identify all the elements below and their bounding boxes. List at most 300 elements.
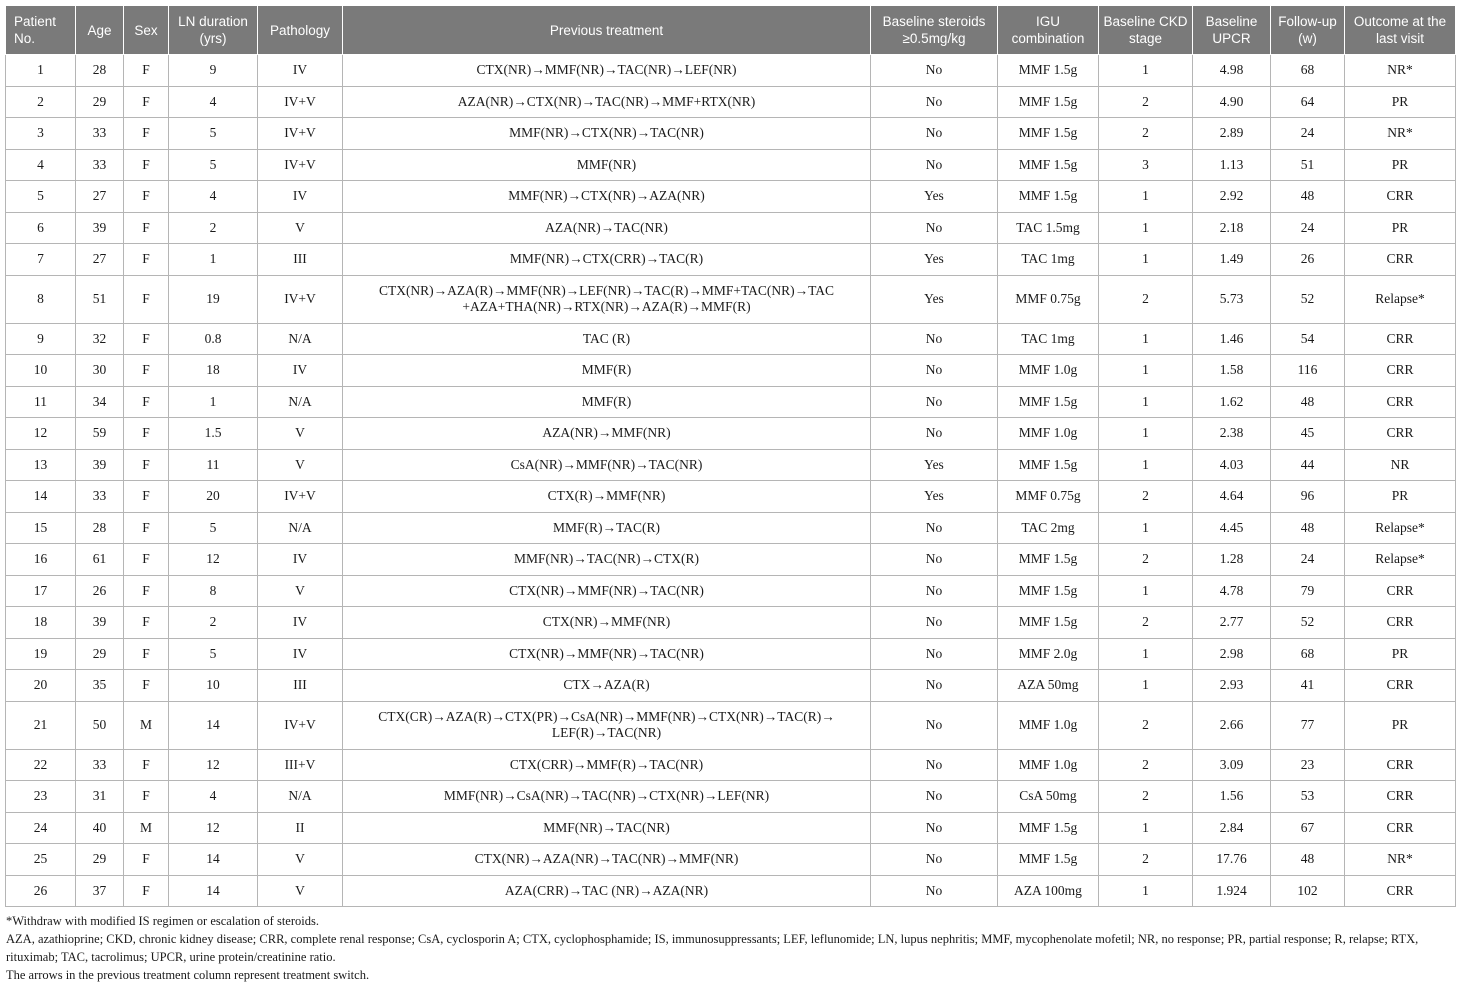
- header-patient-no: Patient No.: [6, 6, 76, 55]
- cell-age: 29: [76, 86, 124, 118]
- cell-follow-up: 77: [1271, 701, 1345, 749]
- table-row: [6, 386, 1456, 418]
- cell-outcome: NR*: [1345, 844, 1456, 876]
- cell-baseline-steroids: No: [871, 544, 998, 576]
- cell-sex: F: [124, 749, 169, 781]
- cell-outcome: Relapse*: [1345, 544, 1456, 576]
- cell-igu-combination: MMF 2.0g: [998, 638, 1099, 670]
- cell-igu-combination: AZA 100mg: [998, 875, 1099, 907]
- cell-baseline-steroids: Yes: [871, 181, 998, 213]
- cell-follow-up: 48: [1271, 512, 1345, 544]
- cell-pathology: IV: [258, 355, 343, 387]
- cell-outcome: CRR: [1345, 244, 1456, 276]
- cell-baseline-steroids: No: [871, 875, 998, 907]
- cell-patient-no: 3: [6, 118, 76, 150]
- cell-outcome: CRR: [1345, 670, 1456, 702]
- cell-patient-no: 7: [6, 244, 76, 276]
- cell-igu-combination: CsA 50mg: [998, 781, 1099, 813]
- cell-ln-duration: 14: [169, 701, 258, 749]
- cell-igu-combination: TAC 1mg: [998, 244, 1099, 276]
- cell-sex: F: [124, 875, 169, 907]
- header-age: Age: [76, 6, 124, 55]
- cell-age: 35: [76, 670, 124, 702]
- cell-baseline-steroids: No: [871, 749, 998, 781]
- cell-baseline-ckd: 1: [1099, 212, 1193, 244]
- cell-age: 28: [76, 512, 124, 544]
- cell-baseline-ckd: 2: [1099, 544, 1193, 576]
- cell-follow-up: 68: [1271, 55, 1345, 87]
- cell-patient-no: 10: [6, 355, 76, 387]
- cell-age: 26: [76, 575, 124, 607]
- cell-baseline-upcr: 2.98: [1193, 638, 1271, 670]
- cell-baseline-ckd: 2: [1099, 86, 1193, 118]
- cell-outcome: CRR: [1345, 749, 1456, 781]
- cell-outcome: NR*: [1345, 118, 1456, 150]
- cell-baseline-ckd: 2: [1099, 749, 1193, 781]
- cell-follow-up: 48: [1271, 844, 1345, 876]
- cell-baseline-upcr: 5.73: [1193, 275, 1271, 323]
- cell-igu-combination: MMF 1.0g: [998, 418, 1099, 450]
- cell-outcome: PR: [1345, 149, 1456, 181]
- cell-ln-duration: 12: [169, 544, 258, 576]
- cell-follow-up: 52: [1271, 275, 1345, 323]
- table-row: [6, 701, 1456, 749]
- cell-baseline-ckd: 1: [1099, 575, 1193, 607]
- cell-baseline-ckd: 1: [1099, 244, 1193, 276]
- cell-baseline-steroids: No: [871, 670, 998, 702]
- cell-age: 33: [76, 149, 124, 181]
- cell-previous-treatment: MMF(R): [343, 355, 871, 387]
- cell-ln-duration: 14: [169, 875, 258, 907]
- cell-baseline-upcr: 2.66: [1193, 701, 1271, 749]
- table-row: [6, 575, 1456, 607]
- cell-sex: F: [124, 386, 169, 418]
- cell-sex: F: [124, 607, 169, 639]
- table-row: [6, 418, 1456, 450]
- cell-igu-combination: MMF 1.5g: [998, 386, 1099, 418]
- cell-previous-treatment: TAC (R): [343, 323, 871, 355]
- footnote-arrows: The arrows in the previous treatment column represent treatment switch.: [6, 968, 370, 982]
- header-previous-treatment: Previous treatment: [343, 6, 871, 55]
- cell-baseline-ckd: 2: [1099, 607, 1193, 639]
- cell-patient-no: 17: [6, 575, 76, 607]
- cell-pathology: V: [258, 449, 343, 481]
- cell-outcome: Relapse*: [1345, 275, 1456, 323]
- cell-baseline-ckd: 2: [1099, 701, 1193, 749]
- cell-age: 33: [76, 749, 124, 781]
- cell-previous-treatment: MMF(NR): [343, 149, 871, 181]
- cell-ln-duration: 1.5: [169, 418, 258, 450]
- cell-ln-duration: 1: [169, 244, 258, 276]
- cell-pathology: IV: [258, 181, 343, 213]
- cell-age: 32: [76, 323, 124, 355]
- cell-baseline-upcr: 4.78: [1193, 575, 1271, 607]
- cell-baseline-ckd: 3: [1099, 149, 1193, 181]
- cell-sex: F: [124, 149, 169, 181]
- cell-baseline-steroids: No: [871, 638, 998, 670]
- table-row: [6, 118, 1456, 150]
- cell-baseline-steroids: No: [871, 607, 998, 639]
- cell-igu-combination: MMF 1.5g: [998, 149, 1099, 181]
- cell-follow-up: 24: [1271, 212, 1345, 244]
- cell-sex: F: [124, 86, 169, 118]
- cell-previous-treatment: AZA(NR)→MMF(NR): [343, 418, 871, 450]
- header-igu-combination: IGU combination: [998, 6, 1099, 55]
- cell-follow-up: 26: [1271, 244, 1345, 276]
- cell-previous-treatment: CTX(NR)→MMF(NR)→TAC(NR): [343, 575, 871, 607]
- cell-baseline-upcr: 1.924: [1193, 875, 1271, 907]
- table-row: [6, 875, 1456, 907]
- cell-ln-duration: 5: [169, 149, 258, 181]
- cell-igu-combination: MMF 1.5g: [998, 118, 1099, 150]
- cell-outcome: Relapse*: [1345, 512, 1456, 544]
- cell-baseline-upcr: 4.03: [1193, 449, 1271, 481]
- cell-ln-duration: 0.8: [169, 323, 258, 355]
- cell-pathology: IV: [258, 55, 343, 87]
- cell-outcome: CRR: [1345, 575, 1456, 607]
- cell-baseline-steroids: No: [871, 418, 998, 450]
- cell-age: 51: [76, 275, 124, 323]
- cell-patient-no: 26: [6, 875, 76, 907]
- cell-previous-treatment: CTX(CRR)→MMF(R)→TAC(NR): [343, 749, 871, 781]
- table-row: [6, 244, 1456, 276]
- cell-ln-duration: 14: [169, 844, 258, 876]
- cell-previous-treatment: CTX(CR)→AZA(R)→CTX(PR)→CsA(NR)→MMF(NR)→CTX(NR)→TAC(R)→ LEF(R)→TAC(NR): [343, 701, 871, 749]
- cell-baseline-steroids: No: [871, 701, 998, 749]
- cell-baseline-steroids: No: [871, 355, 998, 387]
- cell-previous-treatment: MMF(NR)→CTX(NR)→TAC(NR): [343, 118, 871, 150]
- cell-follow-up: 48: [1271, 181, 1345, 213]
- cell-baseline-ckd: 1: [1099, 323, 1193, 355]
- cell-baseline-upcr: 1.49: [1193, 244, 1271, 276]
- cell-pathology: IV+V: [258, 701, 343, 749]
- cell-baseline-upcr: 2.38: [1193, 418, 1271, 450]
- cell-igu-combination: MMF 1.0g: [998, 701, 1099, 749]
- cell-baseline-upcr: 4.64: [1193, 481, 1271, 513]
- table-row: [6, 812, 1456, 844]
- cell-baseline-upcr: 1.46: [1193, 323, 1271, 355]
- cell-previous-treatment: CTX(NR)→MMF(NR)→TAC(NR)→LEF(NR): [343, 55, 871, 87]
- cell-ln-duration: 5: [169, 118, 258, 150]
- cell-baseline-ckd: 2: [1099, 118, 1193, 150]
- table-row: [6, 481, 1456, 513]
- cell-baseline-steroids: No: [871, 86, 998, 118]
- cell-ln-duration: 10: [169, 670, 258, 702]
- cell-igu-combination: TAC 2mg: [998, 512, 1099, 544]
- header-ln-duration: LN duration (yrs): [169, 6, 258, 55]
- table-row: [6, 544, 1456, 576]
- cell-previous-treatment: CTX(NR)→AZA(NR)→TAC(NR)→MMF(NR): [343, 844, 871, 876]
- footnote-abbreviations: AZA, azathioprine; CKD, chronic kidney disease; CRR, complete renal response; CsA, cyclosporin A; CTX, cyclophosphamide; IS, immunosuppressants; LEF, leflunomide; LN, lupus nephritis; MMF, mycophenolate mofetil; NR, no response; PR, partial response; R, relapse; RTX, rituximab; TAC, tacrolimus; UPCR, urine protein/creatinine ratio.: [6, 932, 1419, 964]
- cell-baseline-ckd: 1: [1099, 638, 1193, 670]
- cell-pathology: V: [258, 418, 343, 450]
- cell-follow-up: 23: [1271, 749, 1345, 781]
- cell-baseline-steroids: No: [871, 386, 998, 418]
- cell-previous-treatment: CsA(NR)→MMF(NR)→TAC(NR): [343, 449, 871, 481]
- cell-outcome: NR: [1345, 449, 1456, 481]
- table-row: [6, 323, 1456, 355]
- cell-patient-no: 23: [6, 781, 76, 813]
- cell-ln-duration: 9: [169, 55, 258, 87]
- cell-baseline-upcr: 1.62: [1193, 386, 1271, 418]
- cell-previous-treatment: AZA(NR)→CTX(NR)→TAC(NR)→MMF+RTX(NR): [343, 86, 871, 118]
- cell-previous-treatment: MMF(NR)→TAC(NR): [343, 812, 871, 844]
- cell-follow-up: 52: [1271, 607, 1345, 639]
- cell-sex: F: [124, 181, 169, 213]
- cell-ln-duration: 8: [169, 575, 258, 607]
- cell-ln-duration: 18: [169, 355, 258, 387]
- table-row: [6, 149, 1456, 181]
- cell-igu-combination: TAC 1mg: [998, 323, 1099, 355]
- cell-patient-no: 12: [6, 418, 76, 450]
- cell-baseline-upcr: 3.09: [1193, 749, 1271, 781]
- cell-baseline-upcr: 2.89: [1193, 118, 1271, 150]
- cell-baseline-upcr: 1.13: [1193, 149, 1271, 181]
- cell-patient-no: 22: [6, 749, 76, 781]
- cell-patient-no: 20: [6, 670, 76, 702]
- cell-previous-treatment: CTX(NR)→AZA(R)→MMF(NR)→LEF(NR)→TAC(R)→MMF+TAC(NR)→TAC +AZA+THA(NR)→RTX(NR)→AZA(R)→MMF(R): [343, 275, 871, 323]
- cell-sex: F: [124, 844, 169, 876]
- cell-outcome: CRR: [1345, 781, 1456, 813]
- cell-baseline-upcr: 4.45: [1193, 512, 1271, 544]
- cell-patient-no: 4: [6, 149, 76, 181]
- cell-baseline-ckd: 1: [1099, 181, 1193, 213]
- cell-baseline-ckd: 2: [1099, 481, 1193, 513]
- cell-outcome: CRR: [1345, 355, 1456, 387]
- cell-ln-duration: 5: [169, 638, 258, 670]
- cell-igu-combination: MMF 1.5g: [998, 607, 1099, 639]
- cell-age: 61: [76, 544, 124, 576]
- cell-sex: F: [124, 670, 169, 702]
- cell-baseline-ckd: 1: [1099, 449, 1193, 481]
- cell-previous-treatment: CTX→AZA(R): [343, 670, 871, 702]
- cell-baseline-upcr: 2.93: [1193, 670, 1271, 702]
- cell-baseline-steroids: No: [871, 844, 998, 876]
- cell-baseline-ckd: 1: [1099, 512, 1193, 544]
- cell-igu-combination: MMF 1.0g: [998, 355, 1099, 387]
- cell-patient-no: 16: [6, 544, 76, 576]
- cell-follow-up: 51: [1271, 149, 1345, 181]
- cell-age: 40: [76, 812, 124, 844]
- cell-baseline-ckd: 2: [1099, 844, 1193, 876]
- cell-patient-no: 1: [6, 55, 76, 87]
- cell-ln-duration: 1: [169, 386, 258, 418]
- cell-previous-treatment: MMF(R): [343, 386, 871, 418]
- header-pathology: Pathology: [258, 6, 343, 55]
- cell-igu-combination: MMF 1.5g: [998, 181, 1099, 213]
- cell-igu-combination: MMF 1.5g: [998, 55, 1099, 87]
- cell-ln-duration: 4: [169, 86, 258, 118]
- cell-baseline-upcr: 2.84: [1193, 812, 1271, 844]
- cell-age: 29: [76, 844, 124, 876]
- cell-sex: F: [124, 118, 169, 150]
- cell-igu-combination: MMF 0.75g: [998, 481, 1099, 513]
- cell-pathology: N/A: [258, 323, 343, 355]
- table-row: [6, 355, 1456, 387]
- cell-outcome: PR: [1345, 86, 1456, 118]
- cell-outcome: CRR: [1345, 607, 1456, 639]
- cell-age: 31: [76, 781, 124, 813]
- table-row: [6, 638, 1456, 670]
- cell-age: 39: [76, 449, 124, 481]
- cell-baseline-upcr: 4.98: [1193, 55, 1271, 87]
- cell-igu-combination: MMF 1.0g: [998, 749, 1099, 781]
- cell-pathology: II: [258, 812, 343, 844]
- cell-pathology: IV: [258, 607, 343, 639]
- cell-baseline-upcr: 1.28: [1193, 544, 1271, 576]
- cell-sex: F: [124, 244, 169, 276]
- cell-igu-combination: AZA 50mg: [998, 670, 1099, 702]
- cell-age: 28: [76, 55, 124, 87]
- table-row: [6, 449, 1456, 481]
- cell-patient-no: 25: [6, 844, 76, 876]
- cell-previous-treatment: AZA(NR)→TAC(NR): [343, 212, 871, 244]
- cell-sex: F: [124, 481, 169, 513]
- cell-sex: F: [124, 638, 169, 670]
- cell-previous-treatment: MMF(NR)→CTX(NR)→AZA(NR): [343, 181, 871, 213]
- cell-pathology: V: [258, 575, 343, 607]
- cell-pathology: III+V: [258, 749, 343, 781]
- cell-follow-up: 41: [1271, 670, 1345, 702]
- cell-ln-duration: 19: [169, 275, 258, 323]
- cell-previous-treatment: CTX(R)→MMF(NR): [343, 481, 871, 513]
- cell-patient-no: 14: [6, 481, 76, 513]
- cell-igu-combination: MMF 0.75g: [998, 275, 1099, 323]
- cell-pathology: III: [258, 244, 343, 276]
- cell-previous-treatment: CTX(NR)→MMF(NR): [343, 607, 871, 639]
- cell-baseline-steroids: No: [871, 149, 998, 181]
- cell-follow-up: 48: [1271, 386, 1345, 418]
- cell-patient-no: 2: [6, 86, 76, 118]
- header-follow-up: Follow-up (w): [1271, 6, 1345, 55]
- table-row: [6, 212, 1456, 244]
- cell-ln-duration: 12: [169, 812, 258, 844]
- footnote-withdraw: *Withdraw with modified IS regimen or escalation of steroids.: [6, 914, 319, 928]
- cell-follow-up: 24: [1271, 118, 1345, 150]
- cell-age: 59: [76, 418, 124, 450]
- cell-baseline-upcr: 17.76: [1193, 844, 1271, 876]
- cell-patient-no: 9: [6, 323, 76, 355]
- cell-age: 33: [76, 481, 124, 513]
- cell-age: 39: [76, 212, 124, 244]
- cell-follow-up: 53: [1271, 781, 1345, 813]
- cell-baseline-steroids: Yes: [871, 275, 998, 323]
- table-body: [6, 55, 1456, 907]
- cell-outcome: CRR: [1345, 323, 1456, 355]
- cell-ln-duration: 4: [169, 781, 258, 813]
- cell-igu-combination: MMF 1.5g: [998, 575, 1099, 607]
- cell-follow-up: 79: [1271, 575, 1345, 607]
- cell-baseline-steroids: No: [871, 512, 998, 544]
- table-row: [6, 512, 1456, 544]
- table-row: [6, 670, 1456, 702]
- header-sex: Sex: [124, 6, 169, 55]
- cell-pathology: IV+V: [258, 149, 343, 181]
- table-row: [6, 86, 1456, 118]
- cell-age: 29: [76, 638, 124, 670]
- cell-baseline-upcr: 2.92: [1193, 181, 1271, 213]
- cell-pathology: IV+V: [258, 86, 343, 118]
- cell-patient-no: 11: [6, 386, 76, 418]
- table-row: [6, 275, 1456, 323]
- cell-age: 39: [76, 607, 124, 639]
- cell-pathology: N/A: [258, 512, 343, 544]
- cell-previous-treatment: CTX(NR)→MMF(NR)→TAC(NR): [343, 638, 871, 670]
- cell-baseline-steroids: No: [871, 323, 998, 355]
- cell-sex: F: [124, 544, 169, 576]
- table-row: [6, 181, 1456, 213]
- cell-patient-no: 24: [6, 812, 76, 844]
- cell-outcome: PR: [1345, 638, 1456, 670]
- cell-sex: F: [124, 212, 169, 244]
- cell-follow-up: 44: [1271, 449, 1345, 481]
- cell-pathology: III: [258, 670, 343, 702]
- cell-pathology: N/A: [258, 781, 343, 813]
- cell-baseline-steroids: Yes: [871, 481, 998, 513]
- cell-outcome: CRR: [1345, 418, 1456, 450]
- cell-sex: F: [124, 55, 169, 87]
- cell-ln-duration: 2: [169, 607, 258, 639]
- cell-baseline-ckd: 1: [1099, 670, 1193, 702]
- cell-follow-up: 67: [1271, 812, 1345, 844]
- cell-baseline-ckd: 1: [1099, 812, 1193, 844]
- cell-baseline-ckd: 1: [1099, 875, 1193, 907]
- cell-pathology: N/A: [258, 386, 343, 418]
- cell-patient-no: 5: [6, 181, 76, 213]
- cell-pathology: IV: [258, 544, 343, 576]
- cell-ln-duration: 2: [169, 212, 258, 244]
- header-baseline-upcr: Baseline UPCR: [1193, 6, 1271, 55]
- header-baseline-ckd: Baseline CKD stage: [1099, 6, 1193, 55]
- cell-sex: F: [124, 323, 169, 355]
- cell-baseline-steroids: Yes: [871, 449, 998, 481]
- cell-previous-treatment: MMF(NR)→CsA(NR)→TAC(NR)→CTX(NR)→LEF(NR): [343, 781, 871, 813]
- cell-outcome: PR: [1345, 212, 1456, 244]
- cell-sex: F: [124, 355, 169, 387]
- cell-patient-no: 18: [6, 607, 76, 639]
- cell-follow-up: 102: [1271, 875, 1345, 907]
- cell-baseline-ckd: 1: [1099, 355, 1193, 387]
- cell-sex: F: [124, 275, 169, 323]
- table-row: [6, 844, 1456, 876]
- cell-patient-no: 19: [6, 638, 76, 670]
- cell-sex: F: [124, 781, 169, 813]
- cell-baseline-ckd: 2: [1099, 275, 1193, 323]
- cell-follow-up: 54: [1271, 323, 1345, 355]
- cell-baseline-steroids: No: [871, 55, 998, 87]
- cell-patient-no: 6: [6, 212, 76, 244]
- cell-baseline-steroids: No: [871, 575, 998, 607]
- cell-baseline-upcr: 1.56: [1193, 781, 1271, 813]
- cell-sex: M: [124, 812, 169, 844]
- cell-pathology: IV+V: [258, 481, 343, 513]
- cell-baseline-steroids: Yes: [871, 244, 998, 276]
- cell-sex: M: [124, 701, 169, 749]
- cell-previous-treatment: MMF(NR)→CTX(CRR)→TAC(R): [343, 244, 871, 276]
- cell-age: 34: [76, 386, 124, 418]
- cell-ln-duration: 20: [169, 481, 258, 513]
- cell-outcome: CRR: [1345, 386, 1456, 418]
- cell-age: 27: [76, 181, 124, 213]
- footnotes: [6, 912, 1454, 984]
- cell-baseline-ckd: 2: [1099, 781, 1193, 813]
- cell-baseline-upcr: 2.77: [1193, 607, 1271, 639]
- cell-baseline-upcr: 4.90: [1193, 86, 1271, 118]
- patient-table: [5, 5, 1456, 907]
- cell-pathology: V: [258, 844, 343, 876]
- cell-age: 33: [76, 118, 124, 150]
- cell-outcome: PR: [1345, 701, 1456, 749]
